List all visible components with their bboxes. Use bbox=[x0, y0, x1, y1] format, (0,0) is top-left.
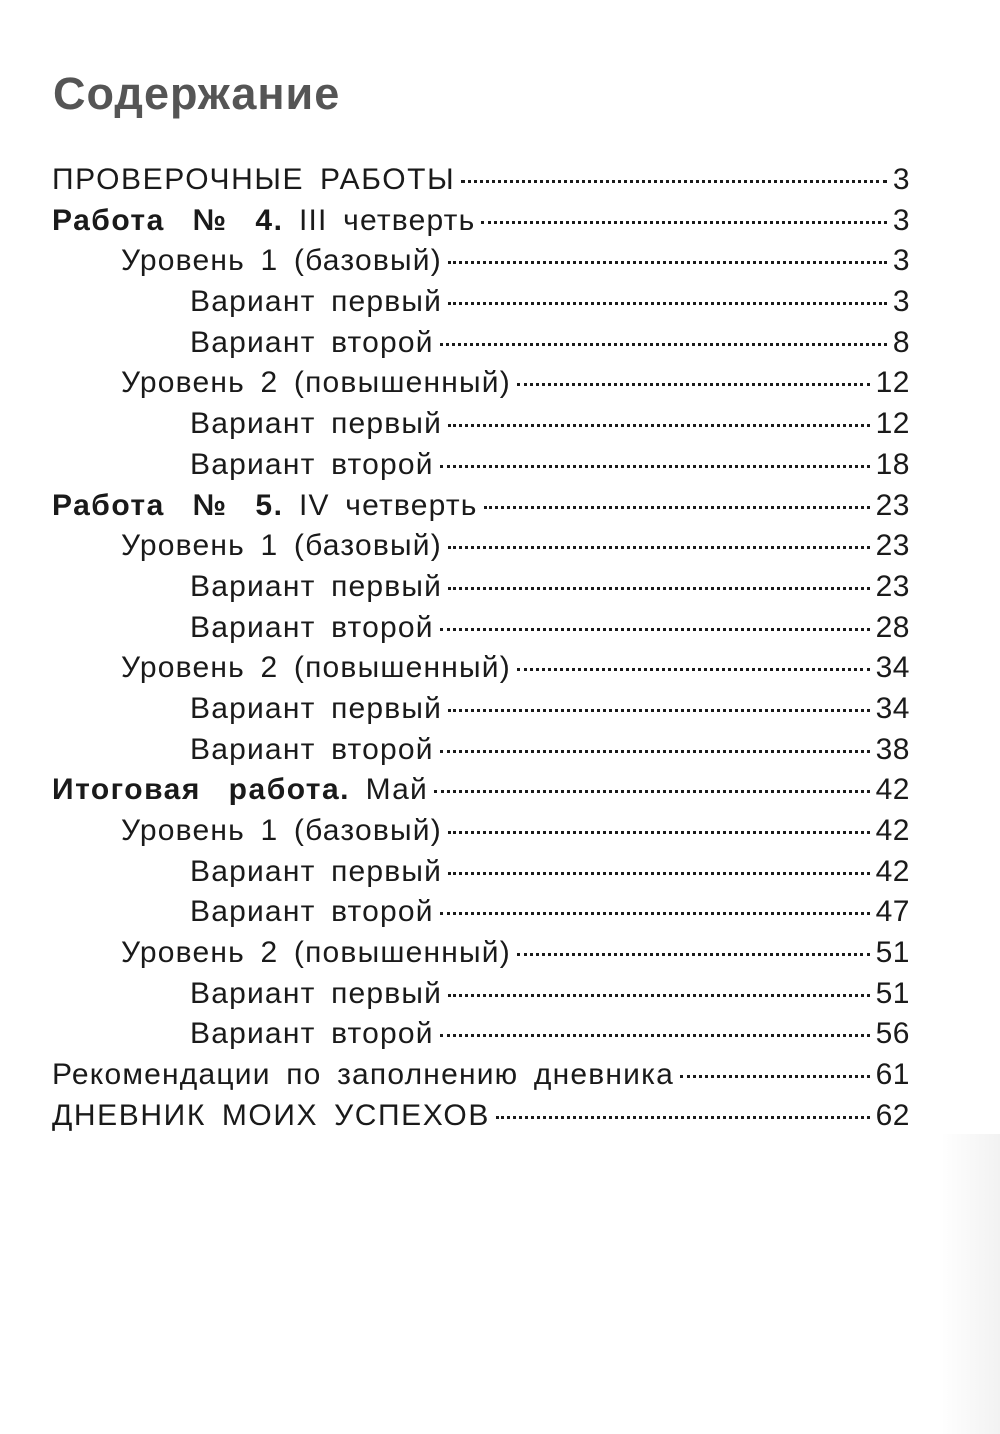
toc-entry bbox=[0, 1058, 1000, 1099]
toc-page-number: 23 bbox=[875, 488, 910, 522]
toc-entry bbox=[0, 936, 1000, 977]
toc-entry-title: Вариант первый bbox=[190, 691, 443, 725]
dot-leader bbox=[448, 587, 869, 590]
toc-entry bbox=[0, 448, 1000, 489]
toc-entry-title: Вариант первый bbox=[190, 569, 443, 603]
toc-entry bbox=[0, 814, 1000, 855]
toc-page-number: 23 bbox=[875, 529, 910, 563]
toc-entry bbox=[0, 489, 1000, 530]
toc-entry bbox=[0, 773, 1000, 814]
toc-entry-heading: Итоговая работа. bbox=[52, 773, 351, 807]
toc-entry bbox=[0, 692, 1000, 733]
toc-page-number: 61 bbox=[875, 1058, 910, 1092]
toc-entry-title: Уровень 2 (повышенный) bbox=[121, 366, 511, 400]
dot-leader bbox=[440, 465, 870, 468]
dot-leader bbox=[440, 750, 870, 753]
toc-page-number: 18 bbox=[875, 447, 910, 481]
dot-leader bbox=[448, 302, 887, 305]
toc-entry bbox=[0, 244, 1000, 285]
toc-entry bbox=[0, 529, 1000, 570]
toc-page-number: 3 bbox=[892, 244, 910, 278]
dot-leader bbox=[517, 668, 870, 671]
toc-entry-title: Вариант второй bbox=[190, 610, 434, 644]
dot-leader bbox=[448, 546, 870, 549]
toc-entry-title: Вариант второй bbox=[190, 325, 434, 359]
toc-page-number: 34 bbox=[875, 691, 910, 725]
toc-entry-title: Вариант первый bbox=[190, 976, 443, 1010]
toc-page-number: 47 bbox=[875, 895, 910, 929]
toc-entry-title: Май bbox=[365, 773, 428, 807]
toc-page-number: 51 bbox=[875, 976, 910, 1010]
toc-entry bbox=[0, 733, 1000, 774]
toc-entry-title: Вариант второй bbox=[190, 1017, 434, 1051]
dot-leader bbox=[434, 790, 870, 793]
toc-page-number: 62 bbox=[875, 1098, 910, 1132]
toc-entry-title: Уровень 1 (базовый) bbox=[121, 529, 442, 563]
toc-entry bbox=[0, 1017, 1000, 1058]
toc-entry-title: Вариант второй bbox=[190, 895, 434, 929]
toc-entry-title: IV четверть bbox=[298, 488, 478, 522]
toc-entry-title: ПРОВЕРОЧНЫЕ РАБОТЫ bbox=[52, 163, 456, 196]
dot-leader bbox=[448, 424, 869, 427]
toc-page-number: 42 bbox=[875, 773, 910, 807]
toc-page-number: 8 bbox=[892, 325, 910, 359]
toc-entry-title: Вариант первый bbox=[190, 407, 443, 441]
dot-leader bbox=[517, 383, 870, 386]
scan-shadow bbox=[940, 1134, 1000, 1434]
dot-leader bbox=[496, 1116, 870, 1119]
dot-leader bbox=[448, 831, 870, 834]
toc-entry-heading: Работа № 5. bbox=[52, 488, 284, 522]
toc-entry bbox=[0, 326, 1000, 367]
dot-leader bbox=[448, 261, 887, 264]
toc-entry bbox=[0, 611, 1000, 652]
toc-entry-title: Уровень 1 (базовый) bbox=[121, 814, 442, 847]
toc-entry-title: Вариант второй bbox=[190, 447, 434, 481]
table-of-contents bbox=[0, 163, 1000, 1140]
toc-entry-title: ДНЕВНИК МОИХ УСПЕХОВ bbox=[52, 1098, 490, 1132]
toc-page-number: 28 bbox=[875, 610, 910, 644]
dot-leader bbox=[448, 994, 869, 997]
toc-entry bbox=[0, 163, 1000, 204]
toc-entry-title: III четверть bbox=[298, 203, 476, 237]
toc-page-number: 42 bbox=[875, 814, 910, 847]
dot-leader bbox=[448, 872, 869, 875]
toc-entry bbox=[0, 855, 1000, 896]
toc-entry bbox=[0, 651, 1000, 692]
toc-page-number: 51 bbox=[875, 936, 910, 970]
dot-leader bbox=[461, 180, 887, 183]
dot-leader bbox=[517, 953, 870, 956]
toc-page-number: 34 bbox=[875, 651, 910, 685]
toc-entry-heading: Работа № 4. bbox=[52, 203, 284, 237]
toc-entry bbox=[0, 977, 1000, 1018]
toc-entry-title: Уровень 1 (базовый) bbox=[121, 244, 442, 278]
dot-leader bbox=[484, 506, 870, 509]
toc-entry bbox=[0, 285, 1000, 326]
toc-page-number: 42 bbox=[875, 854, 910, 888]
toc-entry bbox=[0, 895, 1000, 936]
toc-entry-title: Вариант второй bbox=[190, 732, 434, 766]
toc-page-number: 56 bbox=[875, 1017, 910, 1051]
dot-leader bbox=[440, 343, 887, 346]
toc-entry bbox=[0, 1099, 1000, 1140]
toc-page-number: 12 bbox=[875, 366, 910, 400]
dot-leader bbox=[440, 1034, 870, 1037]
dot-leader bbox=[440, 628, 870, 631]
toc-entry-title: Рекомендации по заполнению дневника bbox=[52, 1058, 675, 1092]
toc-page-number: 3 bbox=[892, 163, 910, 196]
toc-entry bbox=[0, 570, 1000, 611]
toc-entry-title: Вариант первый bbox=[190, 285, 443, 319]
toc-page-number: 3 bbox=[892, 285, 910, 319]
page-title: Содержание bbox=[53, 68, 341, 119]
toc-entry bbox=[0, 407, 1000, 448]
toc-entry-title: Уровень 2 (повышенный) bbox=[121, 651, 511, 685]
toc-entry-title: Уровень 2 (повышенный) bbox=[121, 936, 511, 970]
toc-page-number: 12 bbox=[875, 407, 910, 441]
toc-page-number: 3 bbox=[892, 203, 910, 237]
dot-leader bbox=[680, 1075, 870, 1078]
dot-leader bbox=[440, 912, 870, 915]
toc-entry-title: Вариант первый bbox=[190, 854, 443, 888]
toc-page-number: 23 bbox=[875, 569, 910, 603]
dot-leader bbox=[448, 709, 869, 712]
toc-entry bbox=[0, 204, 1000, 245]
dot-leader bbox=[481, 221, 886, 224]
toc-entry bbox=[0, 366, 1000, 407]
toc-page-number: 38 bbox=[875, 732, 910, 766]
